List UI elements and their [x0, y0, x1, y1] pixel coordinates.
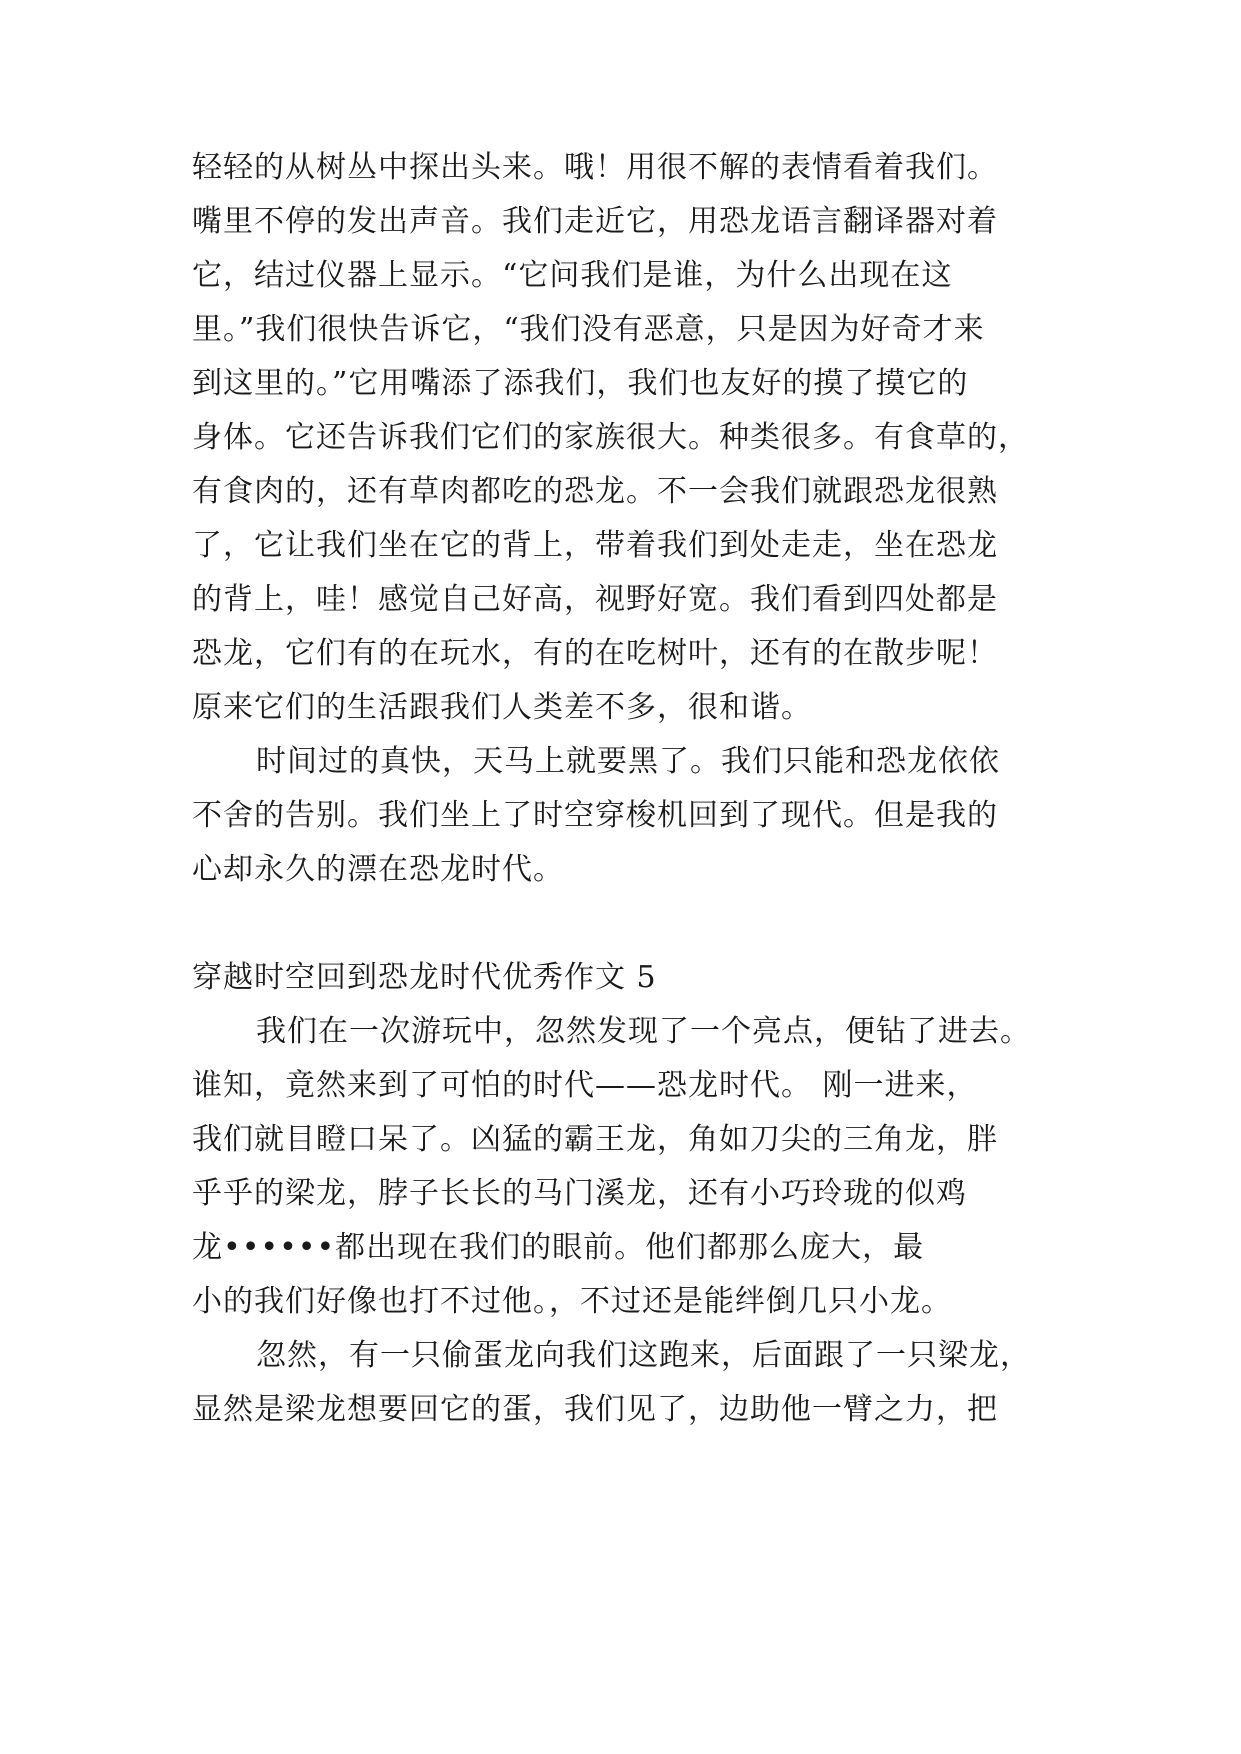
section-title: 穿越时空回到恐龙时代优秀作文 5 [192, 960, 657, 995]
text-line: 我们就目瞪口呆了。凶猛的霸王龙，角如刀尖的三角龙，胖 [192, 1122, 998, 1157]
text-line: 心却永久的漂在恐龙时代。 [192, 852, 564, 887]
text-line: 嘴里不停的发出声音。我们走近它，用恐龙语言翻译器对着 [192, 204, 998, 239]
text-line: 不舍的告别。我们坐上了时空穿梭机回到了现代。但是我的 [192, 798, 998, 833]
text-line: 原来它们的生活跟我们人类差不多，很和谐。 [192, 690, 812, 725]
text-line: 显然是梁龙想要回它的蛋，我们见了，边助他一臂之力，把 [192, 1392, 998, 1427]
text-line: 我们在一次游玩中，忽然发现了一个亮点，便钻了进去。 [256, 1014, 1031, 1049]
text-line: 小的我们好像也打不过他。，不过还是能绊倒几只小龙。 [192, 1284, 952, 1319]
text-line: 忽然，有一只偷蛋龙向我们这跑来，后面跟了一只梁龙， [256, 1338, 1031, 1373]
text-line: 龙••••••都出现在我们的眼前。他们都那么庞大，最 [192, 1230, 925, 1265]
text-line: 了，它让我们坐在它的背上，带着我们到处走走，坐在恐龙 [192, 528, 998, 563]
text-line: 乎乎的梁龙，脖子长长的马门溪龙，还有小巧玲珑的似鸡 [192, 1176, 967, 1211]
text-line: 它，结过仪器上显示。“它问我们是谁，为什么出现在这 [192, 258, 953, 293]
text-line: 有食肉的，还有草肉都吃的恐龙。不一会我们就跟恐龙很熟 [192, 474, 998, 509]
text-line: 身体。它还告诉我们它们的家族很大。种类很多。有食草的， [192, 420, 1029, 455]
text-line: 到这里的。”它用嘴添了添我们，我们也友好的摸了摸它的 [192, 366, 969, 401]
text-line: 谁知，竟然来到了可怕的时代——恐龙时代。 刚一进来， [192, 1068, 978, 1103]
text-line: 时间过的真快，天马上就要黑了。我们只能和恐龙依依 [256, 744, 1000, 779]
text-line: 的背上，哇！感觉自己好高，视野好宽。我们看到四处都是 [192, 582, 998, 617]
text-line: 轻轻的从树丛中探出头来。哦！用很不解的表情看着我们。 [192, 150, 998, 185]
text-line: 里。”我们很快告诉它，“我们没有恶意，只是因为好奇才来 [192, 312, 985, 347]
text-line: 恐龙，它们有的在玩水，有的在吃树叶，还有的在散步呢！ [192, 636, 998, 671]
